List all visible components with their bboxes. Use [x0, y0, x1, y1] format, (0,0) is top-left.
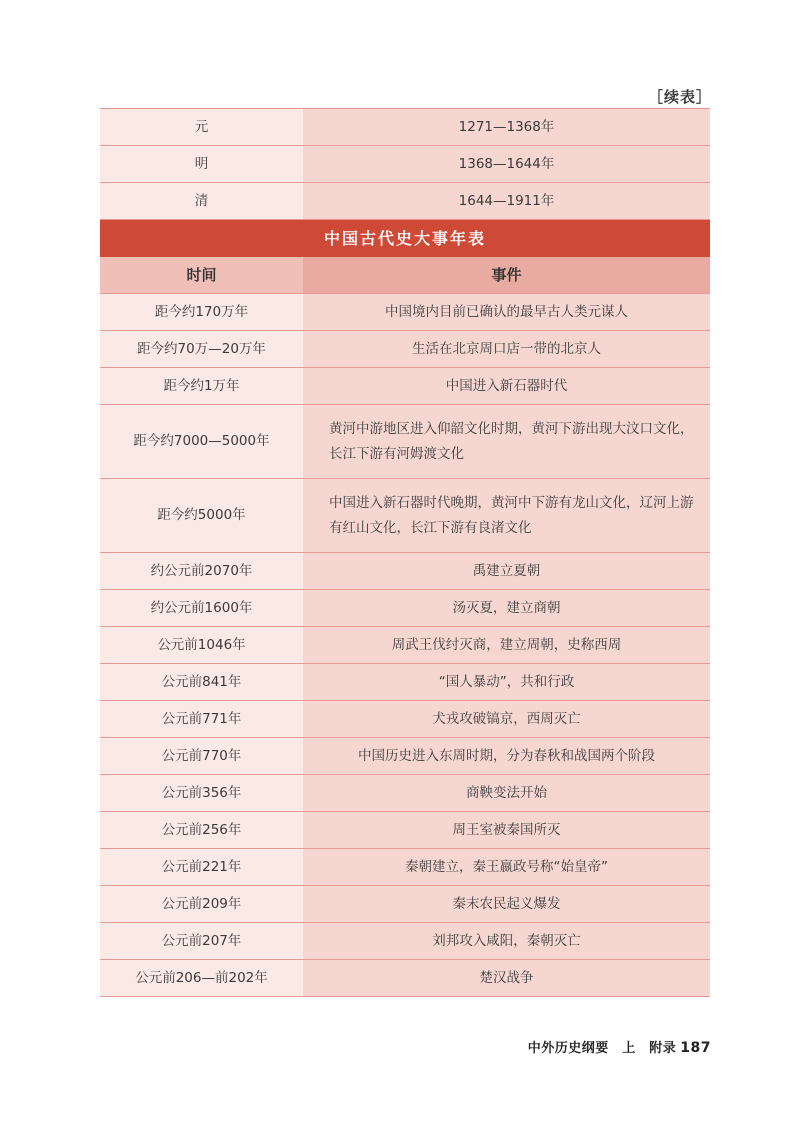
page-footer: [528, 1037, 711, 1056]
dynasty-name: 明: [100, 146, 303, 183]
dynasty-name: 清: [100, 183, 303, 220]
event-description: 生活在北京周口店一带的北京人: [303, 331, 710, 368]
event-description: 楚汉战争: [303, 960, 710, 997]
event-time: 公元前356年: [100, 775, 303, 812]
event-description: 周武王伐纣灭商，建立周朝，史称西周: [303, 627, 710, 664]
event-row: [100, 294, 710, 331]
continued-label: ［续表］: [647, 88, 712, 106]
section-title: 中国古代史大事年表: [100, 220, 710, 257]
event-description: 中国进入新石器时代晚期，黄河中下游有龙山文化，辽河上游有红山文化，长江下游有良渚文化: [303, 479, 710, 553]
event-time: 距今约1万年: [100, 368, 303, 405]
event-row: [100, 738, 710, 775]
event-time: 距今约170万年: [100, 294, 303, 331]
event-time: 公元前209年: [100, 886, 303, 923]
dynasty-period: 1271—1368年: [303, 109, 710, 146]
event-time: 距今约5000年: [100, 479, 303, 553]
event-time: 公元前1046年: [100, 627, 303, 664]
column-header-time: 时间: [100, 257, 303, 294]
event-description: 周王室被秦国所灭: [303, 812, 710, 849]
event-row: [100, 923, 710, 960]
dynasty-row: [100, 109, 710, 146]
event-time: 公元前256年: [100, 812, 303, 849]
event-row: [100, 812, 710, 849]
event-row: [100, 405, 710, 479]
event-row: [100, 368, 710, 405]
dynasty-period: 1644—1911年: [303, 183, 710, 220]
event-time: 公元前771年: [100, 701, 303, 738]
event-row: [100, 849, 710, 886]
event-row: [100, 775, 710, 812]
chronology-table: [100, 108, 710, 997]
book-title: 中外历史纲要 上 附录: [527, 1041, 677, 1056]
event-time: 距今约7000—5000年: [100, 405, 303, 479]
event-time: 公元前207年: [100, 923, 303, 960]
event-description: 商鞅变法开始: [303, 775, 710, 812]
event-description: 中国进入新石器时代: [303, 368, 710, 405]
event-row: [100, 664, 710, 701]
column-header-event: 事件: [303, 257, 710, 294]
chronology-table-container: [100, 108, 710, 997]
event-row: [100, 886, 710, 923]
dynasty-row: [100, 146, 710, 183]
event-time: 公元前206—前202年: [100, 960, 303, 997]
event-row: [100, 627, 710, 664]
page-number: 187: [680, 1040, 711, 1056]
event-description: 中国历史进入东周时期，分为春秋和战国两个阶段: [303, 738, 710, 775]
event-description: 犬戎攻破镐京，西周灭亡: [303, 701, 710, 738]
event-description: “国人暴动”，共和行政: [303, 664, 710, 701]
event-time: 公元前841年: [100, 664, 303, 701]
event-time: 约公元前1600年: [100, 590, 303, 627]
dynasty-period: 1368—1644年: [303, 146, 710, 183]
event-row: [100, 590, 710, 627]
event-row: [100, 331, 710, 368]
dynasty-name: 元: [100, 109, 303, 146]
section-title-row: [100, 220, 710, 257]
event-description: 黄河中游地区进入仰韶文化时期，黄河下游出现大汶口文化，长江下游有河姆渡文化: [303, 405, 710, 479]
event-time: 距今约70万—20万年: [100, 331, 303, 368]
event-row: [100, 479, 710, 553]
event-time: 公元前221年: [100, 849, 303, 886]
event-description: 禹建立夏朝: [303, 553, 710, 590]
event-description: 汤灭夏，建立商朝: [303, 590, 710, 627]
event-time: 公元前770年: [100, 738, 303, 775]
event-row: [100, 553, 710, 590]
event-description: 刘邦攻入咸阳，秦朝灭亡: [303, 923, 710, 960]
event-row: [100, 960, 710, 997]
event-description: 秦朝建立，秦王嬴政号称“始皇帝”: [303, 849, 710, 886]
event-description: 中国境内目前已确认的最早古人类元谋人: [303, 294, 710, 331]
event-description: 秦末农民起义爆发: [303, 886, 710, 923]
event-row: [100, 701, 710, 738]
event-time: 约公元前2070年: [100, 553, 303, 590]
dynasty-row: [100, 183, 710, 220]
column-header-row: [100, 257, 710, 294]
